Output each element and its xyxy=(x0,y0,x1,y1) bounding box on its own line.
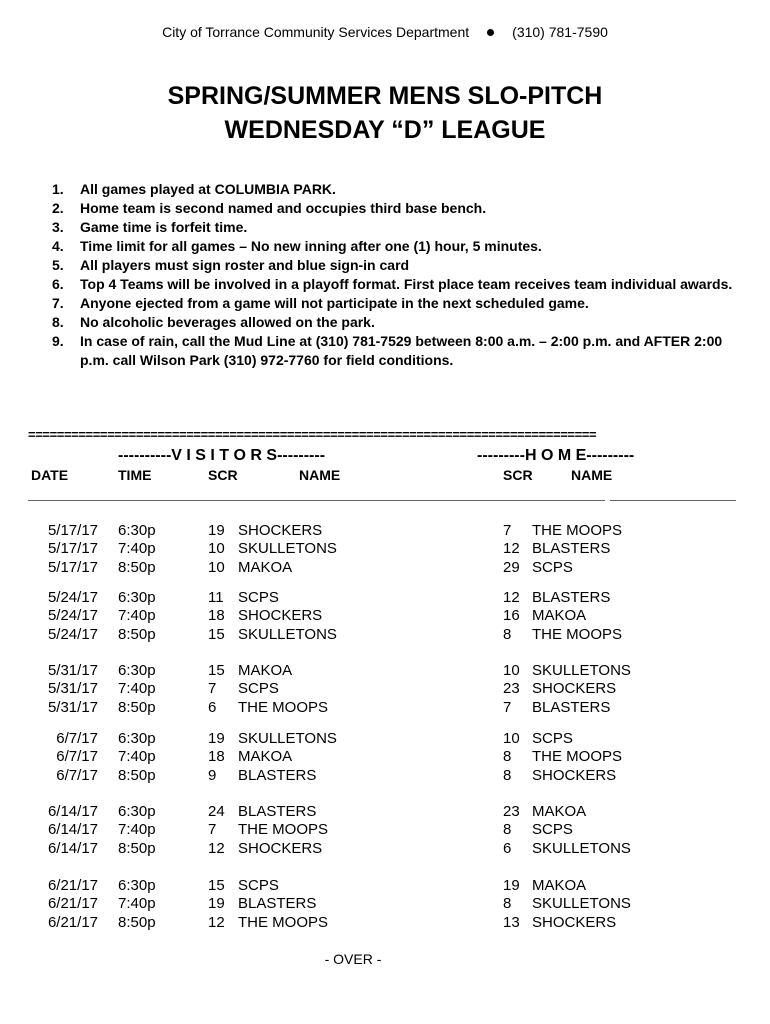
visitor-team: THE MOOPS xyxy=(238,821,329,839)
home-score: 8 xyxy=(503,895,512,913)
game-date: 5/17/17 xyxy=(47,558,98,576)
rule-item xyxy=(52,180,752,199)
home-score: 8 xyxy=(503,821,512,839)
home-team: SHOCKERS xyxy=(532,680,617,698)
home-score: 23 xyxy=(503,680,520,698)
home-team: THE MOOPS xyxy=(532,625,623,643)
home-team: BLASTERS xyxy=(532,589,611,606)
rule-number: 2. xyxy=(52,200,64,216)
visitor-score: 12 xyxy=(208,913,225,931)
game-date: 5/17/17 xyxy=(47,522,98,539)
visitor-team: SKULLETONS xyxy=(238,540,337,558)
visitor-score: 18 xyxy=(208,607,225,625)
visitor-score: 18 xyxy=(208,748,225,766)
table-row xyxy=(0,559,770,577)
rule-number: 3. xyxy=(52,219,64,235)
visitor-score: 10 xyxy=(208,540,225,558)
rule-text: All players must sign roster and blue sign-in card xyxy=(80,257,410,273)
visitor-score: 15 xyxy=(208,662,225,679)
game-time: 7:40p xyxy=(118,748,156,766)
rule-text: Time limit for all games – No new inning after one (1) hour, 5 minutes. xyxy=(80,238,542,254)
home-team: THE MOOPS xyxy=(532,748,623,766)
visitor-team: MAKOA xyxy=(238,558,293,576)
game-date: 6/14/17 xyxy=(47,821,98,839)
home-score: 12 xyxy=(503,540,520,558)
visitor-team: MAKOA xyxy=(238,748,293,766)
game-date: 6/14/17 xyxy=(47,839,98,857)
table-row xyxy=(0,522,770,540)
table-row xyxy=(0,607,770,625)
home-heading: ---------H O M E--------- xyxy=(477,447,635,464)
table-row xyxy=(0,730,770,748)
home-score: 13 xyxy=(503,913,520,931)
visitor-score: 19 xyxy=(208,730,225,747)
visitor-score: 9 xyxy=(208,766,217,784)
home-team: SCPS xyxy=(532,821,573,839)
home-team: MAKOA xyxy=(532,803,587,820)
table-row xyxy=(0,914,770,932)
game-date: 5/24/17 xyxy=(47,607,98,625)
rule-item xyxy=(52,218,752,237)
home-team: BLASTERS xyxy=(532,698,611,716)
home-score: 8 xyxy=(503,625,512,643)
rule-number: 8. xyxy=(52,314,64,330)
home-score: 7 xyxy=(503,698,512,716)
visitor-team: SHOCKERS xyxy=(238,607,323,625)
table-row xyxy=(0,589,770,607)
home-team: SCPS xyxy=(532,558,573,576)
column-header-visitor-score: SCR xyxy=(208,467,238,483)
over-note: - OVER - xyxy=(324,951,382,967)
visitor-team: SCPS xyxy=(238,877,279,894)
rule-item xyxy=(52,237,752,256)
visitor-team: SKULLETONS xyxy=(238,730,337,747)
game-date: 6/7/17 xyxy=(56,748,98,766)
home-team: BLASTERS xyxy=(532,540,611,558)
game-time: 6:30p xyxy=(118,803,156,820)
home-score: 8 xyxy=(503,766,512,784)
table-row xyxy=(0,803,770,821)
game-time: 8:50p xyxy=(118,625,156,643)
column-header-date: DATE xyxy=(31,467,69,483)
game-time: 8:50p xyxy=(118,839,156,857)
visitor-score: 15 xyxy=(208,625,225,643)
home-team: SKULLETONS xyxy=(532,662,631,679)
visitors-heading: ----------V I S I T O R S--------- xyxy=(118,447,326,464)
game-date: 5/24/17 xyxy=(47,589,98,606)
visitor-score: 6 xyxy=(208,698,217,716)
game-date: 5/17/17 xyxy=(47,540,98,558)
page-header xyxy=(0,24,770,40)
rule-item xyxy=(52,332,752,370)
game-date: 6/21/17 xyxy=(47,877,98,894)
visitor-team: SCPS xyxy=(238,680,279,698)
rule-number: 1. xyxy=(52,181,64,197)
visitor-score: 10 xyxy=(208,558,225,576)
rule-text: Home team is second named and occupies third base bench. xyxy=(80,200,487,216)
home-team: SKULLETONS xyxy=(532,895,631,913)
visitor-team: THE MOOPS xyxy=(238,913,329,931)
rule-item xyxy=(52,199,752,218)
home-score: 10 xyxy=(503,730,520,747)
table-row xyxy=(0,748,770,766)
game-date: 6/7/17 xyxy=(56,766,98,784)
game-date: 5/31/17 xyxy=(47,698,98,716)
game-date: 6/21/17 xyxy=(47,895,98,913)
table-row xyxy=(0,895,770,913)
rule-item xyxy=(52,275,752,294)
game-time: 8:50p xyxy=(118,558,156,576)
table-row xyxy=(0,626,770,644)
game-time: 7:40p xyxy=(118,821,156,839)
visitor-team: BLASTERS xyxy=(238,895,317,913)
rule-number: 9. xyxy=(52,333,64,349)
rule-text: Top 4 Teams will be involved in a playoff format. First place team receives team individual awards. xyxy=(80,276,733,292)
game-date: 5/24/17 xyxy=(47,625,98,643)
visitor-team: SHOCKERS xyxy=(238,839,323,857)
visitor-team: BLASTERS xyxy=(238,766,317,784)
header-underline xyxy=(28,500,605,501)
visitor-score: 7 xyxy=(208,821,217,839)
table-row xyxy=(0,767,770,785)
game-time: 6:30p xyxy=(118,522,156,539)
table-row xyxy=(0,699,770,717)
home-score: 19 xyxy=(503,877,520,894)
column-header-home-name: NAME xyxy=(571,467,613,483)
header-underline xyxy=(610,500,736,501)
home-team: MAKOA xyxy=(532,607,587,625)
rule-number: 5. xyxy=(52,257,64,273)
rule-number: 4. xyxy=(52,238,64,254)
home-score: 12 xyxy=(503,589,520,606)
rule-text: Game time is forfeit time. xyxy=(80,219,248,235)
visitor-team: SKULLETONS xyxy=(238,625,337,643)
visitor-score: 19 xyxy=(208,895,225,913)
table-row xyxy=(0,680,770,698)
league-rules-list xyxy=(52,180,752,370)
column-header-visitor-name: NAME xyxy=(299,467,341,483)
game-time: 6:30p xyxy=(118,877,156,894)
game-time: 7:40p xyxy=(118,895,156,913)
home-score: 10 xyxy=(503,662,520,679)
rule-text: No alcoholic beverages allowed on the park. xyxy=(80,314,375,330)
visitor-score: 11 xyxy=(208,589,224,606)
home-score: 29 xyxy=(503,558,520,576)
game-time: 8:50p xyxy=(118,766,156,784)
home-team: MAKOA xyxy=(532,877,587,894)
home-team: SHOCKERS xyxy=(532,766,617,784)
home-team: SCPS xyxy=(532,730,573,747)
rule-text: Anyone ejected from a game will not participate in the next scheduled game. xyxy=(80,295,589,311)
game-time: 8:50p xyxy=(118,698,156,716)
home-team: SHOCKERS xyxy=(532,913,617,931)
table-row xyxy=(0,540,770,558)
rule-number: 6. xyxy=(52,276,64,292)
column-header-time: TIME xyxy=(118,467,152,483)
home-team: SKULLETONS xyxy=(532,839,631,857)
visitor-team: SHOCKERS xyxy=(238,522,323,539)
rule-item xyxy=(52,294,752,313)
home-team: THE MOOPS xyxy=(532,522,623,539)
visitor-score: 19 xyxy=(208,522,225,539)
table-row xyxy=(0,821,770,839)
home-score: 6 xyxy=(503,839,512,857)
game-time: 7:40p xyxy=(118,540,156,558)
game-date: 5/31/17 xyxy=(47,680,98,698)
visitor-team: BLASTERS xyxy=(238,803,317,820)
rule-text: In case of rain, call the Mud Line at (310) 781-7529 between 8:00 a.m. – 2:00 p.m. and AFTER 2:00 p.m. call Wilson Park (310) 972-7760 for field conditions. xyxy=(80,333,723,368)
table-row xyxy=(0,877,770,895)
department-name: City of Torrance Community Services Department xyxy=(162,24,470,40)
home-score: 23 xyxy=(503,803,520,820)
game-time: 7:40p xyxy=(118,607,156,625)
page-title-line-1: SPRING/SUMMER MENS SLO-PITCH xyxy=(167,82,603,110)
game-time: 7:40p xyxy=(118,680,156,698)
visitor-team: THE MOOPS xyxy=(238,698,329,716)
table-row xyxy=(0,662,770,680)
page-title-line-2: WEDNESDAY “D” LEAGUE xyxy=(224,116,546,144)
home-score: 16 xyxy=(503,607,520,625)
visitor-score: 7 xyxy=(208,680,217,698)
game-time: 6:30p xyxy=(118,730,156,747)
visitor-score: 15 xyxy=(208,877,225,894)
game-date: 5/31/17 xyxy=(47,662,98,679)
home-score: 7 xyxy=(503,522,512,539)
visitor-score: 12 xyxy=(208,839,225,857)
game-time: 6:30p xyxy=(118,589,156,606)
bullet-icon xyxy=(487,29,494,36)
game-date: 6/7/17 xyxy=(56,730,98,747)
table-row xyxy=(0,840,770,858)
visitor-team: MAKOA xyxy=(238,662,293,679)
home-score: 8 xyxy=(503,748,512,766)
rule-item xyxy=(52,256,752,275)
rule-number: 7. xyxy=(52,295,64,311)
rule-text: All games played at COLUMBIA PARK. xyxy=(80,181,336,197)
game-time: 6:30p xyxy=(118,662,156,679)
game-date: 6/21/17 xyxy=(47,913,98,931)
visitor-score: 24 xyxy=(208,803,225,820)
visitor-team: SCPS xyxy=(238,589,279,606)
column-header-home-score: SCR xyxy=(503,467,533,483)
rule-item xyxy=(52,313,752,332)
game-time: 8:50p xyxy=(118,913,156,931)
section-divider: =============================================================================== xyxy=(28,427,597,442)
department-phone: (310) 781-7590 xyxy=(512,24,608,40)
game-date: 6/14/17 xyxy=(47,803,98,820)
